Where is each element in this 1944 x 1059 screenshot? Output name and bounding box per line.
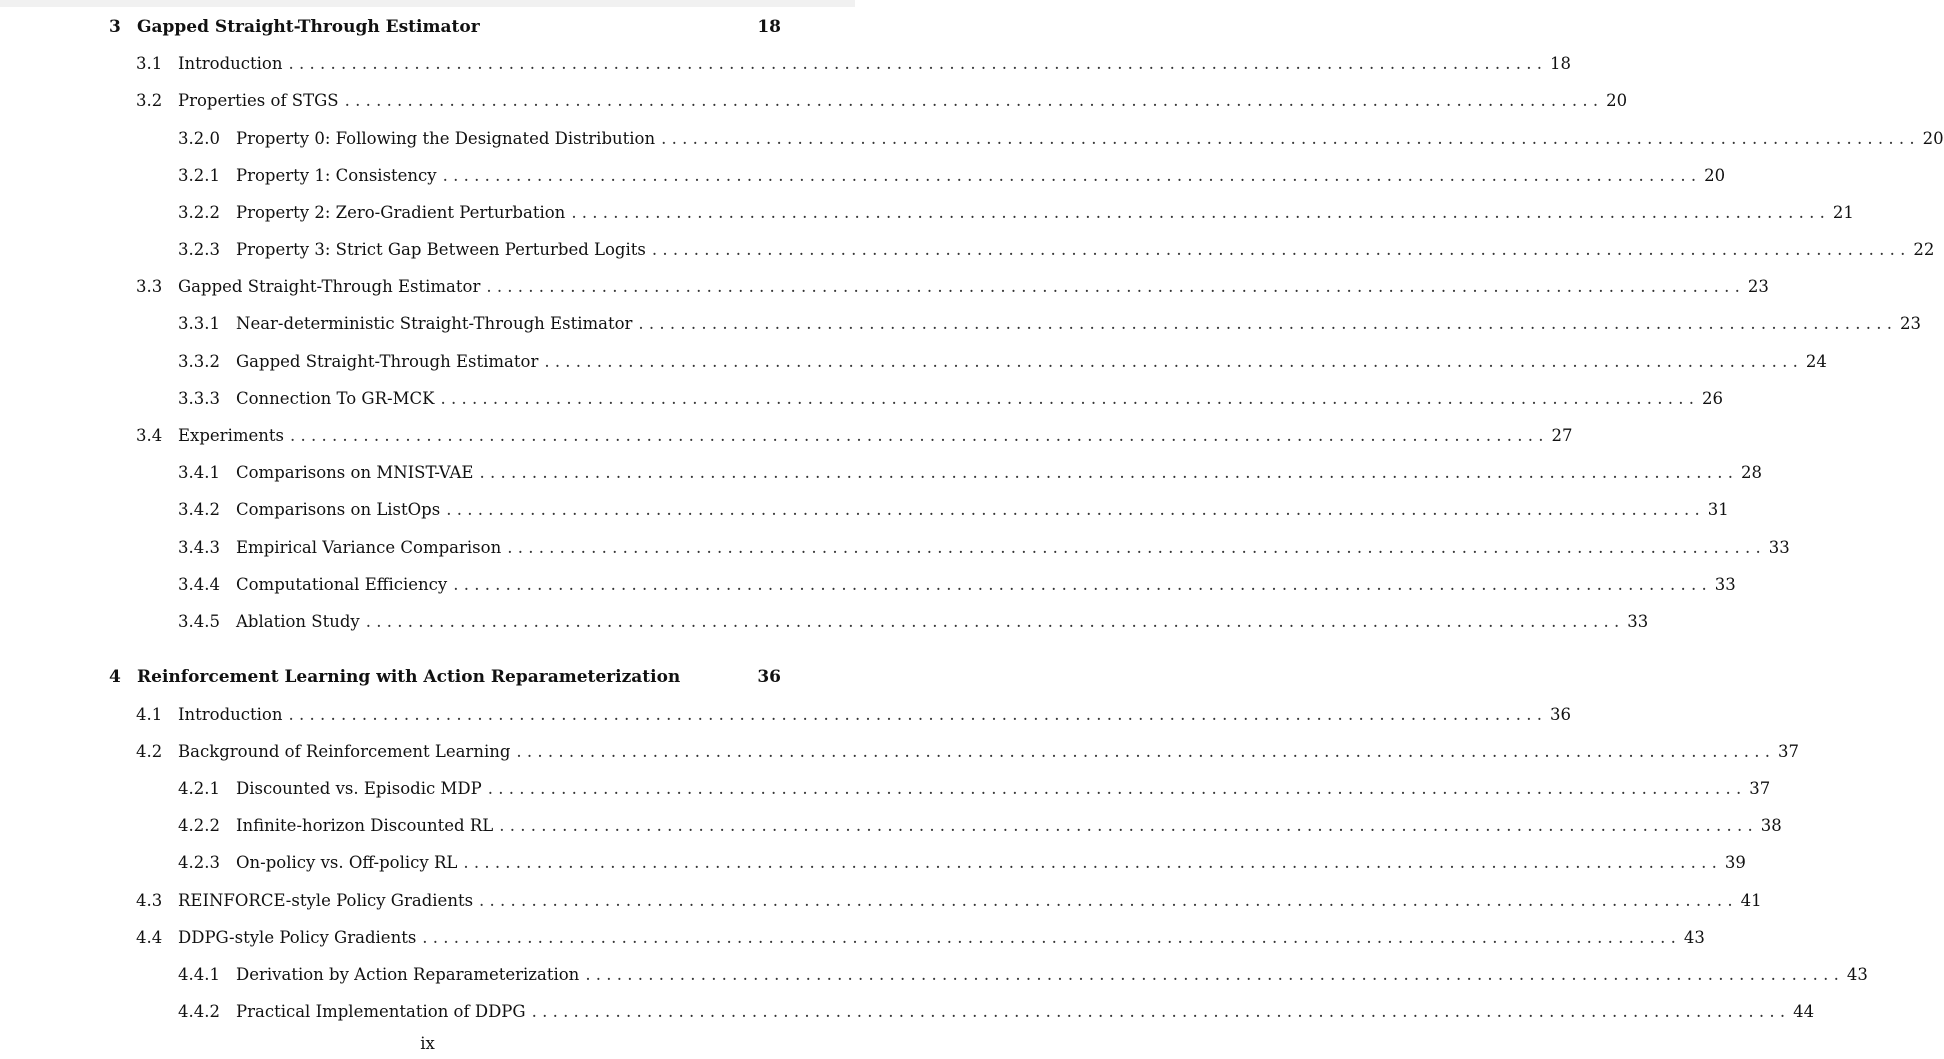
toc-leader-dots: . . . . . . . . . . . . . . . . . . . . . . . . . . . . . . . . . . . . . . . . . . . . . . . . . . . . . . . . . . . . . . . . . . . . . . . . . . . . . . . . . . . . . . . . . . . . . . . . . . . . . . . . . . . . . . . . . . . . . . . . (440, 389, 1694, 408)
toc-page: 20 (1704, 166, 1726, 185)
toc-number: 3.1 (136, 54, 163, 73)
toc-page: 23 (1899, 314, 1921, 333)
toc-leader-dots: . . . . . . . . . . . . . . . . . . . . . . . . . . . . . . . . . . . . . . . . . . . . . . . . . . . . . . . . . . . . . . . . . . . . . . . . . . . . . . . . . . . . . . . . . . . . . . . . . . . . . . . . . . . . . . . . . . . . . . . . (571, 203, 1825, 222)
toc-page: 21 (1832, 203, 1854, 222)
toc-number: 3.2.1 (178, 166, 220, 185)
page-number-footer: ix (420, 1034, 435, 1053)
toc-title: Experiments (178, 426, 284, 445)
toc-page: 33 (1768, 538, 1790, 557)
toc-leader-dots: . . . . . . . . . . . . . . . . . . . . . . . . . . . . . . . . . . . . . . . . . . . . . . . . . . . . . . . . . . . . . . . . . . . . . . . . . . . . . . . . . . . . . . . . . . . . . . . . . . . . . . . . . . . . . . . . . . . . . . . . (344, 91, 1599, 110)
toc-number: 4.2.3 (178, 853, 220, 872)
toc-page: 20 (1922, 129, 1944, 148)
toc-title: Ablation Study (236, 612, 360, 631)
toc-leader-dots: . . . . . . . . . . . . . . . . . . . . . . . . . . . . . . . . . . . . . . . . . . . . . . . . . . . . . . . . . . . . . . . . . . . . . . . . . . . . . . . . . . . . . . . . . . . . . . . . . . . . . . . . . . . . . . . . . . . . . . . . (479, 891, 1733, 910)
toc-chapter-4[interactable] (109, 662, 781, 692)
toc-number: 4 (109, 667, 121, 687)
toc-section-4-1[interactable] (136, 700, 1572, 730)
toc-number: 4.2.1 (178, 779, 220, 798)
toc-page: 36 (757, 667, 781, 687)
toc-page: 39 (1724, 853, 1746, 872)
toc-number: 3.3.3 (178, 389, 220, 408)
toc-leader-dots: . . . . . . . . . . . . . . . . . . . . . . . . . . . . . . . . . . . . . . . . . . . . . . . . . . . . . . . . . . . . . . . . . . . . . . . . . . . . . . . . . . . . . . . . . . . . . . . . . . . . . . . . . . . . . . . . . . . . . . . . (365, 612, 1620, 631)
toc-number: 4.4.1 (178, 965, 220, 984)
toc-page: 18 (1550, 54, 1572, 73)
toc-page: 41 (1740, 891, 1762, 910)
toc-title: On-policy vs. Off-policy RL (236, 853, 458, 872)
toc-leader-dots: . . . . . . . . . . . . . . . . . . . . . . . . . . . . . . . . . . . . . . . . . . . . . . . . . . . . . . . . . . . . . . . . . . . . . . . . . . . . . . . . . . . . . . . . . . . . . . . . . . . . . . . . . . . . . . . . . . . . . . . . (446, 500, 1700, 519)
toc-title: Reinforcement Learning with Action Reparameterization (137, 667, 681, 687)
toc-number: 4.2.2 (178, 816, 220, 835)
toc-title: Introduction (178, 705, 283, 724)
toc-number: 3.3.1 (178, 314, 220, 333)
toc-section-3-3[interactable] (136, 272, 1769, 302)
toc-title: Background of Reinforcement Learning (178, 742, 511, 761)
toc-subsection-4-4-2[interactable] (178, 997, 1815, 1027)
toc-number: 3.4.1 (178, 463, 220, 482)
toc-leader-dots: . . . . . . . . . . . . . . . . . . . . . . . . . . . . . . . . . . . . . . . . . . . . . . . . . . . . . . . . . . . . . . . . . . . . . . . . . . . . . . . . . . . . . . . . . . . . . . . . . . . . . . . . . . . . . . . . . . . . . . . . (422, 928, 1676, 947)
toc-title: Infinite-horizon Discounted RL (236, 816, 494, 835)
toc-page: 23 (1747, 277, 1769, 296)
toc-title: Property 2: Zero-Gradient Perturbation (236, 203, 566, 222)
toc-leader-dots: . . . . . . . . . . . . . . . . . . . . . . . . . . . . . . . . . . . . . . . . . . . . . . . . . . . . . . . . . . . . . . . . . . . . . . . . . . . . . . . . . . . . . . . . . . . . . . . . . . . . . . . . . . . . . . . . . . . . . . . . (463, 853, 1717, 872)
toc-title: Comparisons on ListOps (236, 500, 441, 519)
toc-number: 3 (109, 17, 121, 37)
toc-page: 24 (1805, 352, 1827, 371)
toc-section-3-1[interactable] (136, 49, 1572, 79)
toc-subsection-3-2-0[interactable] (178, 124, 1944, 154)
toc-section-3-4[interactable] (136, 421, 1573, 451)
toc-number: 3.4.3 (178, 538, 220, 557)
toc-leader-dots: . . . . . . . . . . . . . . . . . . . . . . . . . . . . . . . . . . . . . . . . . . . . . . . . . . . . . . . . . . . . . . . . . . . . . . . . . . . . . . . . . . . . . . . . . . . . . . . . . . . . . . . . . . . . . . . . . . . . . . . . (487, 779, 1742, 798)
toc-title: Near-deterministic Straight-Through Estimator (236, 314, 633, 333)
toc-leader-dots: . . . . . . . . . . . . . . . . . . . . . . . . . . . . . . . . . . . . . . . . . . . . . . . . . . . . . . . . . . . . . . . . . . . . . . . . . . . . . . . . . . . . . . . . . . . . . . . . . . . . . . . . . . . . . . . . . . . . . . . . (479, 463, 1734, 482)
toc-number: 4.4.2 (178, 1002, 220, 1021)
toc-title: Practical Implementation of DDPG (236, 1002, 526, 1021)
toc-number: 3.3.2 (178, 352, 220, 371)
toc-title: DDPG-style Policy Gradients (178, 928, 417, 947)
toc-title: Property 0: Following the Designated Distribution (236, 129, 656, 148)
toc-subsection-3-2-3[interactable] (178, 235, 1935, 265)
toc-subsection-3-3-1[interactable] (178, 309, 1921, 339)
toc-title: Property 1: Consistency (236, 166, 437, 185)
toc-number: 3.4.2 (178, 500, 220, 519)
toc-subsection-4-2-3[interactable] (178, 848, 1746, 878)
toc-title: REINFORCE-style Policy Gradients (178, 891, 474, 910)
toc-title: Comparisons on MNIST-VAE (236, 463, 474, 482)
toc-number: 3.3 (136, 277, 163, 296)
toc-page: 44 (1793, 1002, 1815, 1021)
toc-subsection-3-4-5[interactable] (178, 607, 1649, 637)
toc-leader-dots: . . . . . . . . . . . . . . . . . . . . . . . . . . . . . . . . . . . . . . . . . . . . . . . . . . . . . . . . . . . . . . . . . . . . . . . . . . . . . . . . . . . . . . . . . . . . . . . . . . . . . . . . . . . . . . . . . . . . . . . . (288, 54, 1543, 73)
toc-number: 3.2 (136, 91, 163, 110)
toc-number: 3.2.2 (178, 203, 220, 222)
toc-leader-dots: . . . . . . . . . . . . . . . . . . . . . . . . . . . . . . . . . . . . . . . . . . . . . . . . . . . . . . . . . . . . . . . . . . . . . . . . . . . . . . . . . . . . . . . . . . . . . . . . . . . . . . . . . . . . . . . . . . . . . . . . (499, 816, 1753, 835)
toc-subsection-4-4-1[interactable] (178, 960, 1868, 990)
toc-subsection-3-2-2[interactable] (178, 198, 1854, 228)
toc-page: 26 (1702, 389, 1723, 408)
toc-leader-dots: . . . . . . . . . . . . . . . . . . . . . . . . . . . . . . . . . . . . . . . . . . . . . . . . . . . . . . . . . . . . . . . . . . . . . . . . . . . . . . . . . . . . . . . . . . . . . . . . . . . . . . . . . . . . . . . . . . . . . . . . (516, 742, 1770, 761)
toc-leader-dots: . . . . . . . . . . . . . . . . . . . . . . . . . . . . . . . . . . . . . . . . . . . . . . . . . . . . . . . . . . . . . . . . . . . . . . . . . . . . . . . . . . . . . . . . . . . . . . . . . . . . . . . . . . . . . . . . . . . . . . . . (453, 575, 1707, 594)
toc-leader-dots: . . . . . . . . . . . . . . . . . . . . . . . . . . . . . . . . . . . . . . . . . . . . . . . . . . . . . . . . . . . . . . . . . . . . . . . . . . . . . . . . . . . . . . . . . . . . . . . . . . . . . . . . . . . . . . . . . . . . . . . . (544, 352, 1798, 371)
toc-number: 3.4.4 (178, 575, 220, 594)
toc-page: 28 (1741, 463, 1763, 482)
toc-title: Gapped Straight-Through Estimator (236, 352, 539, 371)
toc-subsection-3-3-2[interactable] (178, 347, 1827, 377)
toc-subsection-3-4-1[interactable] (178, 458, 1763, 488)
toc-leader-dots: . . . . . . . . . . . . . . . . . . . . . . . . . . . . . . . . . . . . . . . . . . . . . . . . . . . . . . . . . . . . . . . . . . . . . . . . . . . . . . . . . . . . . . . . . . . . . . . . . . . . . . . . . . . . . . . . . . . . . . . . (638, 314, 1892, 333)
toc-title: Properties of STGS (178, 91, 339, 110)
toc-title: Discounted vs. Episodic MDP (236, 779, 482, 798)
toc-section-4-2[interactable] (136, 737, 1799, 767)
toc-subsection-4-2-1[interactable] (178, 774, 1771, 804)
toc-leader-dots: . . . . . . . . . . . . . . . . . . . . . . . . . . . . . . . . . . . . . . . . . . . . . . . . . . . . . . . . . . . . . . . . . . . . . . . . . . . . . . . . . . . . . . . . . . . . . . . . . . . . . . . . . . . . . . . . . . . . . . . . (507, 538, 1761, 557)
toc-page: 33 (1627, 612, 1649, 631)
toc-title: Property 3: Strict Gap Between Perturbed Logits (236, 240, 646, 259)
toc-page: 22 (1913, 240, 1935, 259)
toc-page: 33 (1714, 575, 1736, 594)
toc-title: Computational Efficiency (236, 575, 448, 594)
toc-title: Gapped Straight-Through Estimator (137, 17, 480, 37)
toc-page: 37 (1777, 742, 1799, 761)
toc-title: Gapped Straight-Through Estimator (178, 277, 481, 296)
toc-subsection-3-4-3[interactable] (178, 533, 1790, 563)
toc-subsection-4-2-2[interactable] (178, 811, 1782, 841)
top-edge-strip (0, 0, 855, 7)
toc-page: 38 (1760, 816, 1782, 835)
toc-subsection-3-2-1[interactable] (178, 161, 1726, 191)
toc-number: 3.2.0 (178, 129, 220, 148)
toc-title: Introduction (178, 54, 283, 73)
toc-page: 36 (1550, 705, 1572, 724)
toc-number: 4.3 (136, 891, 163, 910)
toc-leader-dots: . . . . . . . . . . . . . . . . . . . . . . . . . . . . . . . . . . . . . . . . . . . . . . . . . . . . . . . . . . . . . . . . . . . . . . . . . . . . . . . . . . . . . . . . . . . . . . . . . . . . . . . . . . . . . . . . . . . . . . . . (585, 965, 1839, 984)
toc-section-4-3[interactable] (136, 886, 1762, 916)
toc-subsection-3-4-4[interactable] (178, 570, 1736, 600)
toc-page: 27 (1551, 426, 1573, 445)
toc-subsection-3-4-2[interactable] (178, 495, 1729, 525)
toc-section-4-4[interactable] (136, 923, 1705, 953)
toc-page: 37 (1749, 779, 1771, 798)
toc-number: 3.4 (136, 426, 163, 445)
toc-title: Derivation by Action Reparameterization (236, 965, 580, 984)
toc-page: 18 (757, 17, 781, 37)
toc-leader-dots: . . . . . . . . . . . . . . . . . . . . . . . . . . . . . . . . . . . . . . . . . . . . . . . . . . . . . . . . . . . . . . . . . . . . . . . . . . . . . . . . . . . . . . . . . . . . . . . . . . . . . . . . . . . . . . . . . . . . . . . . (442, 166, 1697, 185)
toc-leader-dots: . . . . . . . . . . . . . . . . . . . . . . . . . . . . . . . . . . . . . . . . . . . . . . . . . . . . . . . . . . . . . . . . . . . . . . . . . . . . . . . . . . . . . . . . . . . . . . . . . . . . . . . . . . . . . . . . . . . . . . . . (661, 129, 1915, 148)
toc-title: Connection To GR-MCK (236, 389, 435, 408)
toc-number: 3.4.5 (178, 612, 220, 631)
toc-page: 43 (1683, 928, 1705, 947)
toc-leader-dots: . . . . . . . . . . . . . . . . . . . . . . . . . . . . . . . . . . . . . . . . . . . . . . . . . . . . . . . . . . . . . . . . . . . . . . . . . . . . . . . . . . . . . . . . . . . . . . . . . . . . . . . . . . . . . . . . . . . . . . . . (531, 1002, 1786, 1021)
toc-leader-dots: . . . . . . . . . . . . . . . . . . . . . . . . . . . . . . . . . . . . . . . . . . . . . . . . . . . . . . . . . . . . . . . . . . . . . . . . . . . . . . . . . . . . . . . . . . . . . . . . . . . . . . . . . . . . . . . . . . . . . . . . (651, 240, 1906, 259)
toc-section-3-2[interactable] (136, 86, 1628, 116)
toc-page: 43 (1846, 965, 1868, 984)
toc-leader-dots: . . . . . . . . . . . . . . . . . . . . . . . . . . . . . . . . . . . . . . . . . . . . . . . . . . . . . . . . . . . . . . . . . . . . . . . . . . . . . . . . . . . . . . . . . . . . . . . . . . . . . . . . . . . . . . . . . . . . . . . . (486, 277, 1740, 296)
toc-chapter-3[interactable] (109, 12, 781, 42)
toc-number: 4.2 (136, 742, 163, 761)
toc-subsection-3-3-3[interactable] (178, 384, 1723, 414)
toc-leader-dots: . . . . . . . . . . . . . . . . . . . . . . . . . . . . . . . . . . . . . . . . . . . . . . . . . . . . . . . . . . . . . . . . . . . . . . . . . . . . . . . . . . . . . . . . . . . . . . . . . . . . . . . . . . . . . . . . . . . . . . . . (288, 705, 1543, 724)
toc-number: 4.1 (136, 705, 163, 724)
toc-page: 31 (1707, 500, 1729, 519)
toc-title: Empirical Variance Comparison (236, 538, 502, 557)
toc-leader-dots: . . . . . . . . . . . . . . . . . . . . . . . . . . . . . . . . . . . . . . . . . . . . . . . . . . . . . . . . . . . . . . . . . . . . . . . . . . . . . . . . . . . . . . . . . . . . . . . . . . . . . . . . . . . . . . . . . . . . . . . . (289, 426, 1544, 445)
toc-number: 4.4 (136, 928, 163, 947)
toc-page: 20 (1606, 91, 1628, 110)
toc-number: 3.2.3 (178, 240, 220, 259)
